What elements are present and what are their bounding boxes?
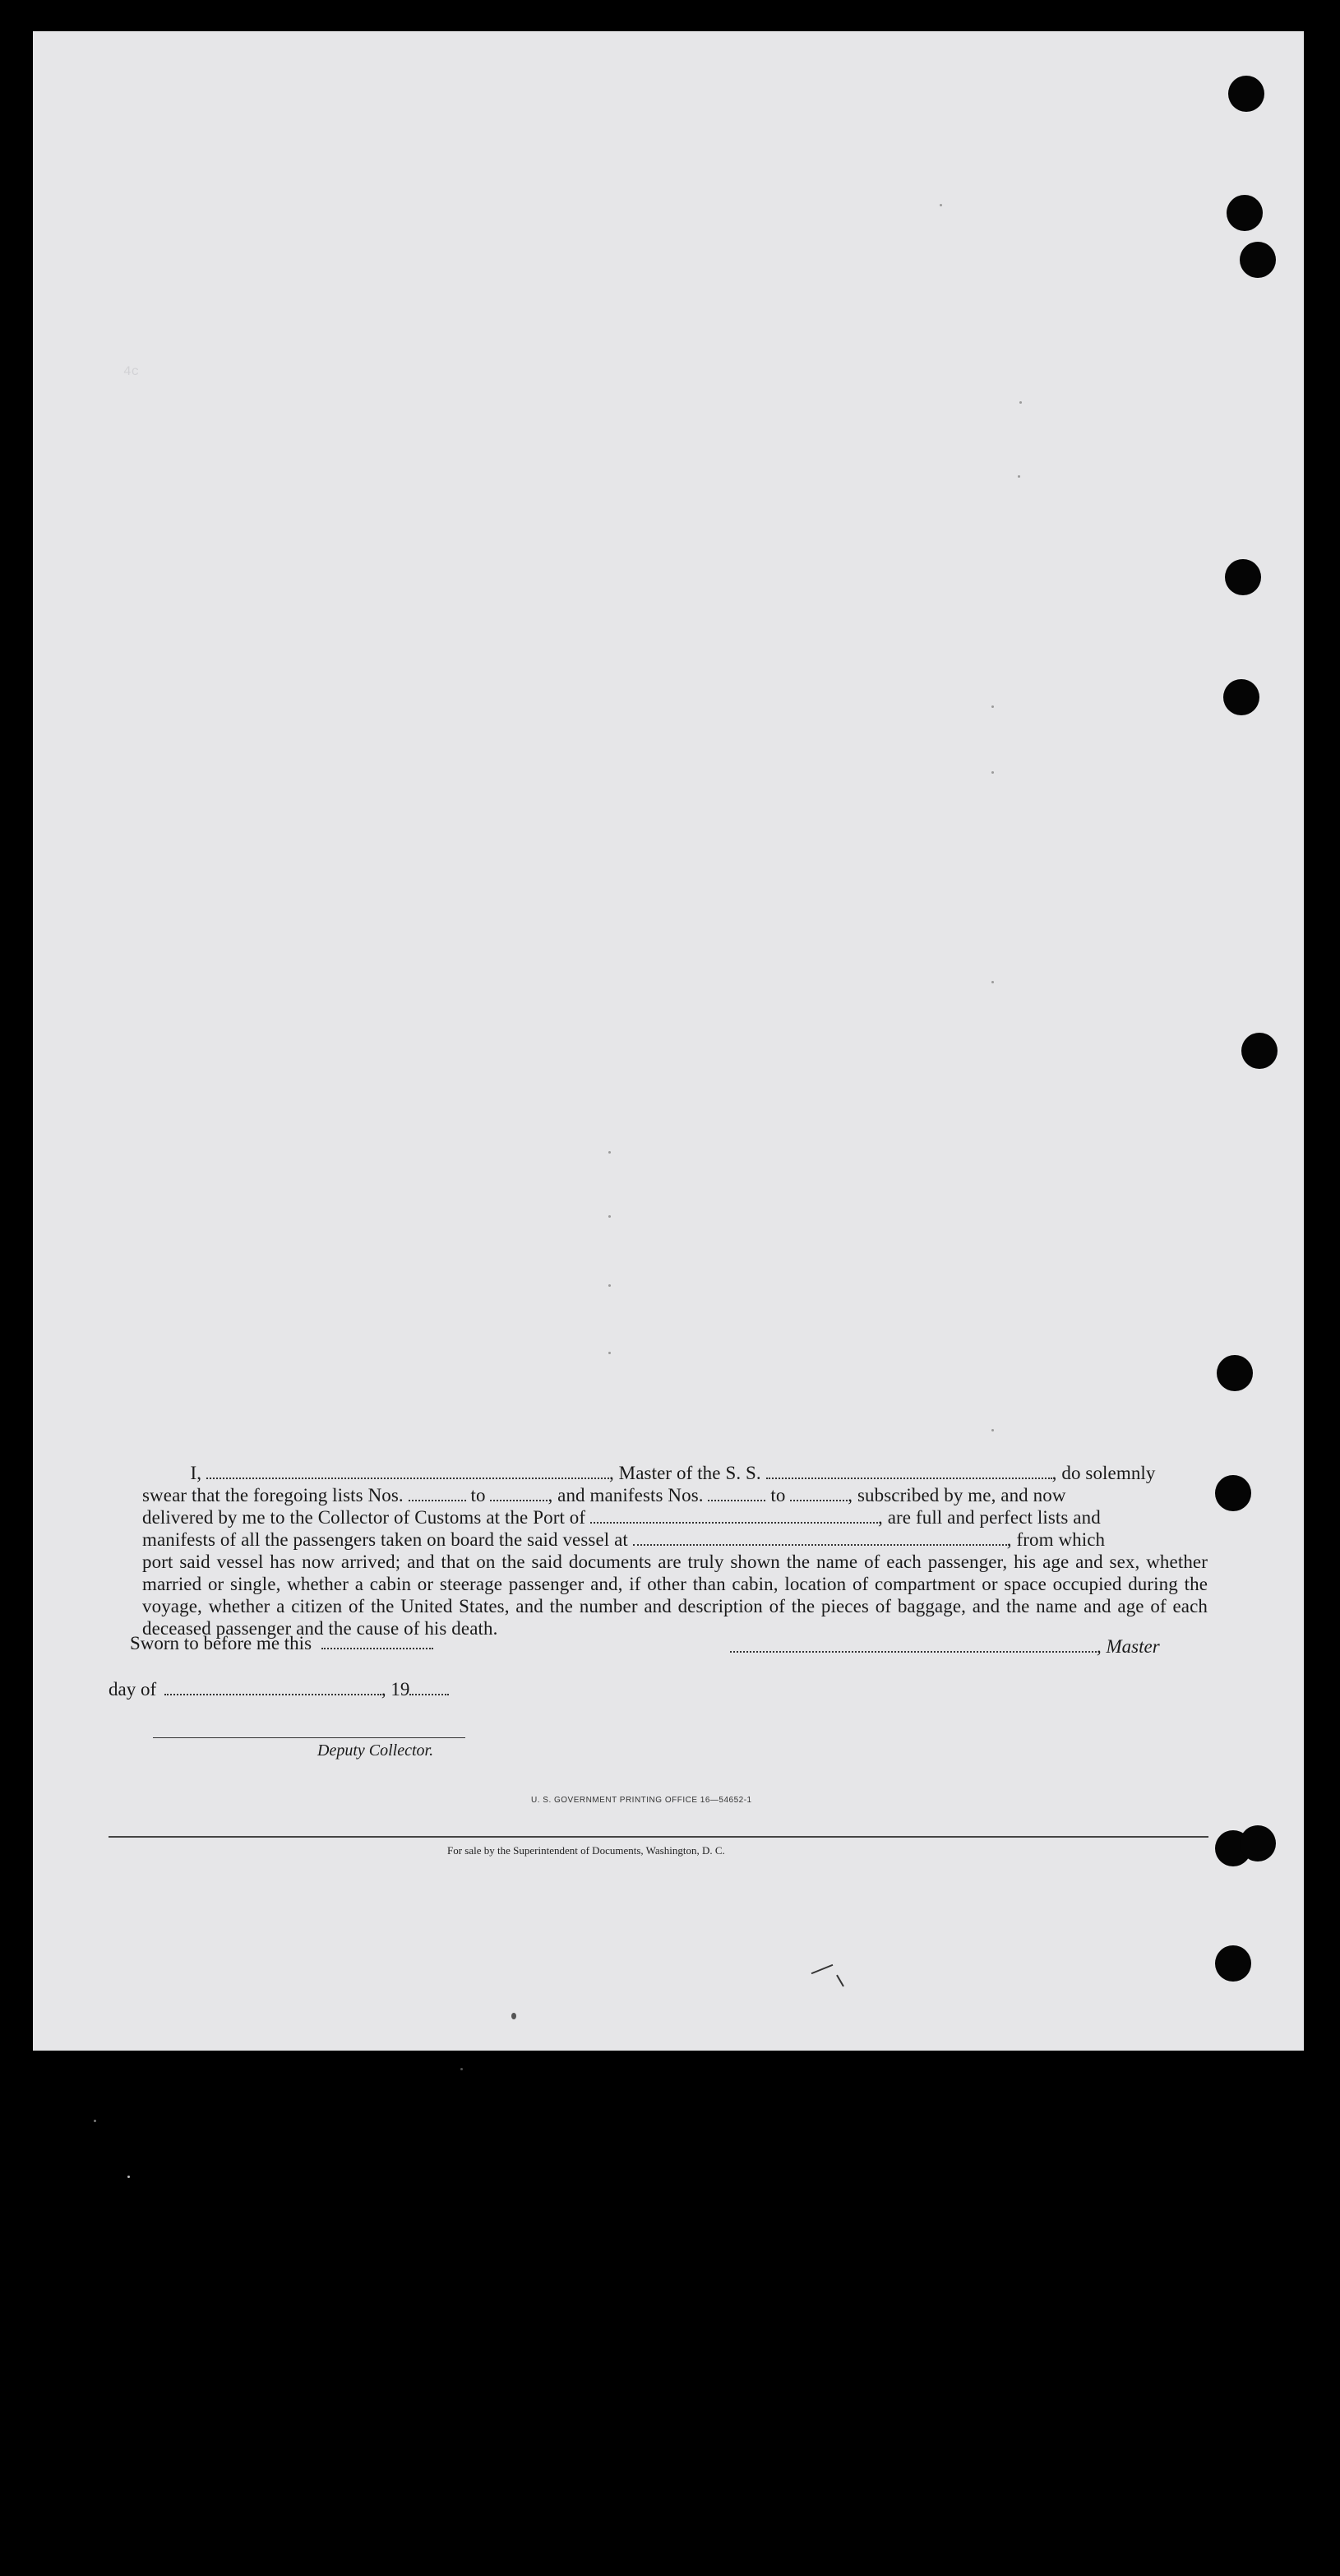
blank-master-name — [206, 1466, 609, 1479]
oath-line-5: port said vessel has now arrived; and that on the said documents are truly shown the name of each passenger, his age and sex, whether married or single, whether a cabin or steerage passenger and, if other than cabin, location of compartment or space occupied during the voyage, whether a citizen of the United States, and the number and description of the pieces of baggage, and the name and age of each deceased passenger and the cause of his death. — [142, 1552, 1208, 1639]
oath-text: , and manifests Nos. — [548, 1485, 704, 1505]
speck — [991, 981, 994, 983]
speck — [991, 771, 994, 774]
binder-hole — [1215, 1475, 1251, 1511]
oath-text: , do solemnly — [1051, 1463, 1156, 1483]
binder-hole — [1223, 679, 1259, 715]
blank-manifest-from — [708, 1488, 765, 1501]
oath-paragraph — [142, 1462, 1208, 1639]
oath-line-2 — [142, 1484, 1208, 1506]
speck — [991, 1429, 994, 1431]
blank-month — [164, 1682, 381, 1695]
binder-hole — [1241, 1033, 1278, 1069]
oath-text: , from which — [1006, 1529, 1106, 1550]
master-label: , Master — [1097, 1636, 1160, 1657]
speck — [94, 2120, 96, 2122]
blank-master-signature — [730, 1639, 1097, 1653]
speck — [511, 2013, 516, 2019]
binder-hole — [1240, 1825, 1276, 1861]
document-page — [33, 31, 1304, 2051]
oath-line-3 — [142, 1506, 1208, 1528]
binder-hole — [1240, 242, 1276, 278]
oath-text: swear that the foregoing lists Nos. — [142, 1485, 404, 1505]
blank-manifest-to — [790, 1488, 848, 1501]
speck — [608, 1215, 611, 1218]
speck — [1018, 475, 1020, 478]
blank-list-to — [490, 1488, 548, 1501]
blank-year — [409, 1682, 449, 1695]
blank-ship-name — [766, 1466, 1052, 1479]
speck — [608, 1352, 611, 1354]
oath-text: , subscribed by me, and now — [848, 1485, 1066, 1505]
pencil-mark — [811, 1964, 834, 1974]
day-of-row — [109, 1679, 449, 1700]
footer-text: For sale by the Superintendent of Documents, Washington, D. C. — [447, 1844, 725, 1857]
blank-sworn-day — [321, 1636, 433, 1649]
master-signature-row — [730, 1636, 1160, 1658]
binder-hole — [1225, 559, 1261, 595]
printer-imprint: U. S. GOVERNMENT PRINTING OFFICE 16—54652-1 — [531, 1796, 752, 1805]
blank-port — [590, 1510, 878, 1524]
footer-rule — [109, 1836, 1208, 1838]
day-of-text: day of — [109, 1679, 157, 1700]
speck — [940, 204, 942, 206]
oath-line-4 — [142, 1528, 1208, 1551]
speck — [127, 2176, 130, 2178]
pencil-mark — [836, 1975, 844, 1987]
binder-hole — [1228, 76, 1264, 112]
blank-list-from — [409, 1488, 466, 1501]
speck — [608, 1284, 611, 1287]
blank-departure-port — [633, 1533, 1007, 1546]
speck — [991, 705, 994, 708]
speck — [608, 1151, 611, 1154]
binder-hole — [1215, 1945, 1251, 1982]
oath-line-1 — [142, 1462, 1208, 1484]
year-prefix: , 19 — [381, 1679, 410, 1700]
oath-text: to — [470, 1485, 486, 1505]
oath-text: I, — [190, 1463, 202, 1483]
deputy-collector-label: Deputy Collector. — [317, 1741, 434, 1760]
deputy-signature-line — [153, 1737, 465, 1738]
binder-hole — [1227, 195, 1263, 231]
speck — [1019, 401, 1022, 404]
speck — [460, 2068, 463, 2070]
binder-hole — [1217, 1355, 1253, 1391]
sworn-text: Sworn to before me this — [130, 1633, 312, 1653]
oath-text: , are full and perfect lists and — [878, 1507, 1101, 1528]
oath-text: , Master of the S. S. — [608, 1463, 761, 1483]
oath-text: to — [770, 1485, 786, 1505]
bleed-through-mark: 4c — [123, 364, 140, 379]
oath-text: manifests of all the passengers taken on board the said vessel at — [142, 1529, 628, 1550]
sworn-label — [130, 1633, 433, 1654]
oath-text: delivered by me to the Collector of Customs at the Port of — [142, 1507, 586, 1528]
